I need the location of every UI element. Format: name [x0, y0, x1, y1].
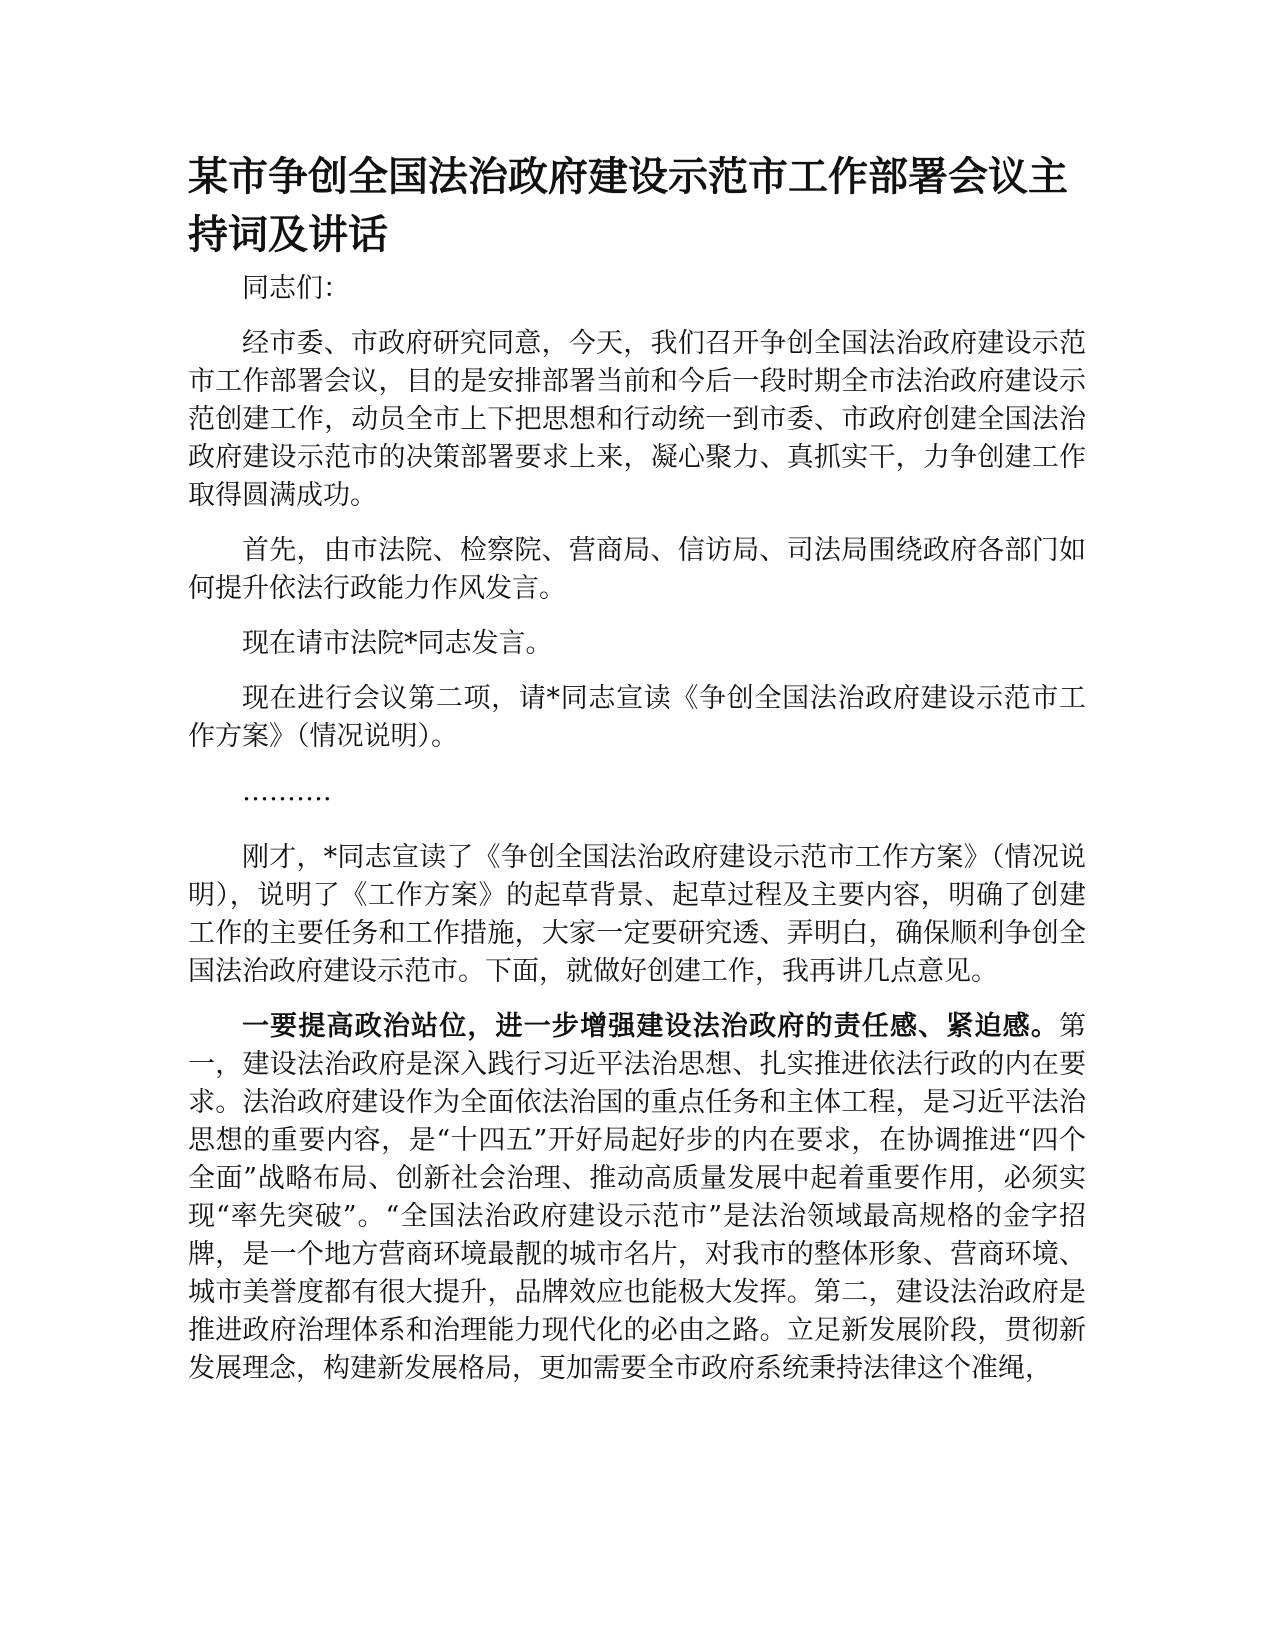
section-1-text: 第一，建设法治政府是深入践行习近平法治思想、扎实推进依法行政的内在要求。法治政府建设作为全面依法治国的重点任务和主体工程，是习近平法治思想的重要内容，是“十四五”开好局起好步的内在要求，在协调推进“四个全面”战略布局、创新社会治理、推动高质量发展中起着重要作用，必须实现“率先突破”。“全国法治政府建设示范市”是法治领域最高规格的金字招牌，是一个地方营商环境最靓的城市名片，对我市的整体形象、营商环境、城市美誉度都有很大提升，品牌效应也能极大发挥。第二，建设法治政府是推进政府治理体系和治理能力现代化的必由之路。立足新发展阶段，贯彻新发展理念，构建新发展格局，更加需要全市政府系统秉持法律这个准绳， [188, 1011, 1086, 1384]
paragraph-court-speech: 现在请市法院*同志发言。 [242, 628, 553, 659]
section-1-heading: 一要提高政治站位，进一步增强建设法治政府的责任感、紧迫感。 [242, 1011, 1059, 1042]
paragraph-summary: 刚才，*同志宣读了《争创全国法治政府建设示范市工作方案》（情况说明），说明了《工作方案》的起草背景、起草过程及主要内容，明确了创建工作的主要任务和工作措施，大家一定要研究透、弄明白，确保顺利争创全国法治政府建设示范市。下面，就做好创建工作，我再讲几点意见。 [188, 842, 1086, 987]
paragraph-ellipsis: ………. [242, 776, 332, 807]
paragraph-section-1 [188, 1008, 1086, 1388]
document-title: 某市争创全国法治政府建设示范市工作部署会议主持词及讲话 [188, 154, 1068, 258]
document-body [188, 270, 1086, 1405]
paragraph-salutation: 同志们： [242, 273, 350, 304]
paragraph-opening: 经市委、市政府研究同意，今天，我们召开争创全国法治政府建设示范市工作部署会议，目的是安排部署当前和今后一段时期全市法治政府建设示范创建工作，动员全市上下把思想和行动统一到市委、市政府创建全国法治政府建设示范市的决策部署要求上来，凝心聚力、真抓实干，力争创建工作取得圆满成功。 [188, 328, 1086, 511]
paragraph-speakers: 首先，由市法院、检察院、营商局、信访局、司法局围绕政府各部门如何提升依法行政能力作风发言。 [188, 535, 1086, 604]
paragraph-second-item: 现在进行会议第二项，请*同志宣读《争创全国法治政府建设示范市工作方案》（情况说明）。 [188, 683, 1086, 752]
